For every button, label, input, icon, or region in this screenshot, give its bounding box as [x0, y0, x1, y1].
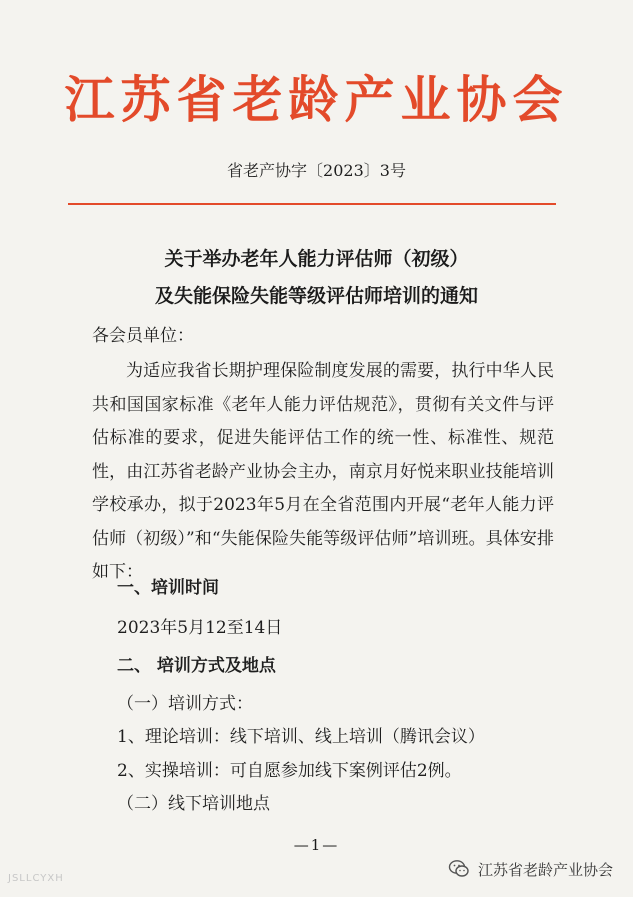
document-number: 省老产协字〔2023〕3号: [227, 161, 406, 180]
subsection-2-heading: （二）线下培训地点: [117, 794, 270, 814]
notice-title-line-1: 关于举办老年人能力评估师（初级）: [164, 248, 469, 270]
subsection-1-heading: （一）培训方式：: [117, 694, 253, 714]
list-item-theory: 1、理论培训：线下培训、线上培训（腾讯会议）: [117, 727, 485, 747]
section-1-heading: 一、培训时间: [117, 578, 219, 598]
wechat-watermark: [448, 858, 613, 880]
red-divider: [68, 203, 556, 205]
corner-mark: JSLLCYXH: [8, 873, 64, 884]
section-2-heading: 二、 培训方式及地点: [117, 656, 276, 676]
salutation: 各会员单位：: [92, 326, 194, 346]
page-number: —1—: [293, 836, 340, 854]
intro-paragraph: 为适应我省长期护理保险制度发展的需要，执行中华人民共和国国家标准《老年人能力评估规范》，贯彻有关文件与评估标准的要求，促进失能评估工作的统一性、标准性、规范性，由江苏省老龄产业协会主办，南京月好悦来职业技能培训学校承办，拟于2023年5月在全省范围内开展“老年人能力评估师（初级）”和“失能保险失能等级评估师”培训班。具体安排如下：: [92, 361, 554, 582]
list-item-practice: 2、实操培训：可自愿参加线下案例评估2例。: [117, 761, 462, 781]
org-letterhead: 江苏省老龄产业协会: [64, 70, 569, 129]
notice-title-line-2: 及失能保险失能等级评估师培训的通知: [154, 285, 478, 307]
section-1-date: 2023年5月12至14日: [117, 618, 283, 638]
watermark-label: 江苏省老龄产业协会: [477, 860, 613, 879]
wechat-icon: [448, 858, 470, 880]
